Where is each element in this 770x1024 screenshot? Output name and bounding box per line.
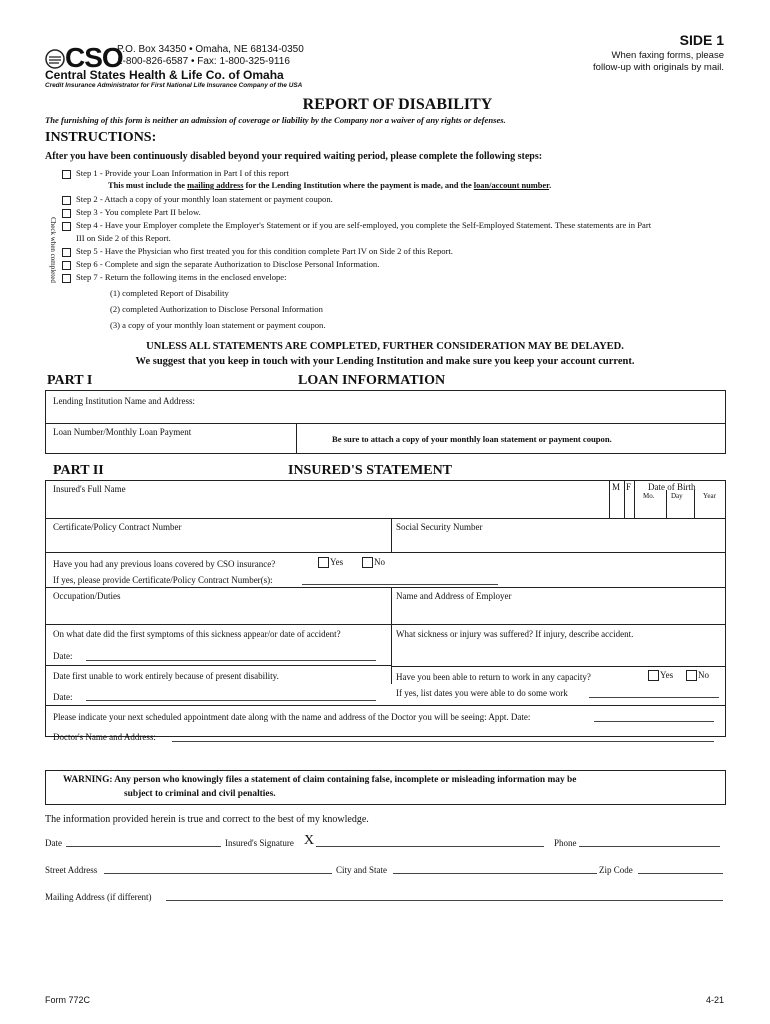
company-name: Central States Health & Life Co. of Omaha — [45, 68, 284, 82]
step-3-checkbox[interactable] — [62, 209, 71, 218]
unable-date-field[interactable] — [86, 692, 376, 701]
phone-label: Phone — [554, 838, 577, 848]
step-7: Step 7 - Return the following items in the enclosed envelope: — [62, 272, 287, 283]
step-1: Step 1 - Provide your Loan Information in Part I of this report — [62, 168, 289, 179]
if-yes-certificate-field[interactable] — [302, 576, 498, 585]
loan-number-field[interactable]: Loan Number/Monthly Loan Payment — [53, 427, 192, 437]
previous-loans-no[interactable]: No — [362, 557, 385, 568]
work-dates-label: If yes, list dates you were able to do some work — [396, 688, 568, 698]
part1-label: PART I — [47, 373, 93, 388]
logo-text: CSO — [65, 42, 123, 73]
fax-note-1: When faxing forms, please — [611, 50, 724, 61]
city-state-label: City and State — [336, 865, 387, 875]
return-to-work-yes-checkbox[interactable] — [648, 670, 659, 681]
step-2-checkbox[interactable] — [62, 196, 71, 205]
zip-code-field[interactable] — [638, 865, 723, 874]
step-5-checkbox[interactable] — [62, 248, 71, 257]
company-phone: 1-800-826-6587 • Fax: 1-800-325-9116 — [117, 56, 290, 67]
street-address-field[interactable] — [104, 865, 332, 874]
zip-code-label: Zip Code — [599, 865, 633, 875]
employer-field[interactable]: Name and Address of Employer — [396, 591, 512, 601]
fraud-warning-line-1: WARNING: Any person who knowingly files a statement of claim containing false, incomplete or misleading information may be — [63, 775, 577, 785]
check-when-completed-label: Check when completed — [49, 217, 57, 283]
certificate-number-field[interactable]: Certificate/Policy Contract Number — [53, 522, 182, 532]
cso-emblem-icon — [45, 49, 65, 69]
contact-lender-note: We suggest that you keep in touch with your Lending Institution and make sure you keep your account current. — [135, 356, 635, 367]
sex-m-box[interactable]: M — [612, 482, 621, 492]
dob-label: Date of Birth — [648, 482, 696, 492]
dob-year-field[interactable]: Year — [703, 492, 716, 500]
part1-title: LOAN INFORMATION — [298, 373, 446, 388]
insured-signature-field[interactable] — [316, 838, 544, 847]
step-4-continued: III on Side 2 of this Report. — [76, 233, 171, 243]
previous-loans-yes-checkbox[interactable] — [318, 557, 329, 568]
delay-warning: UNLESS ALL STATEMENTS ARE COMPLETED, FURTHER CONSIDERATION MAY BE DELAYED. — [146, 341, 624, 352]
step-1-note: This must include the mailing address for the Lending Institution where the payment is made, and the loan/account number. — [108, 181, 552, 190]
insured-signature-label: Insured's Signature — [225, 838, 294, 848]
dob-month-field[interactable]: Mo. — [643, 492, 655, 500]
signature-date-field[interactable] — [66, 838, 221, 847]
revision-date: 4-21 — [705, 995, 724, 1005]
doctor-name-field[interactable] — [172, 733, 714, 742]
instructions-intro: After you have been continuously disabled beyond your required waiting period, please complete the following steps: — [45, 151, 543, 162]
side-label: SIDE 1 — [679, 32, 724, 48]
symptoms-date-label: Date: — [53, 651, 73, 661]
page-title: REPORT OF DISABILITY — [302, 96, 493, 113]
fraud-warning-line-2: subject to criminal and civil penalties. — [124, 789, 276, 799]
return-to-work-question: Have you been able to return to work in any capacity? — [396, 672, 591, 682]
signature-x-mark: X — [304, 833, 315, 848]
previous-loans-no-checkbox[interactable] — [362, 557, 373, 568]
certification-statement: The information provided herein is true and correct to the best of my knowledge. — [45, 814, 369, 825]
step-4: Step 4 - Have your Employer complete the Employer's Statement or if you are self-employed, you complete the Self-Employed Statement. These statements are in Part — [62, 220, 651, 231]
attach-statement-note: Be sure to attach a copy of your monthly loan statement or payment coupon. — [332, 434, 612, 444]
return-to-work-yes[interactable]: Yes — [648, 670, 673, 681]
previous-loans-question: Have you had any previous loans covered by CSO insurance? — [53, 559, 276, 569]
step-6-checkbox[interactable] — [62, 261, 71, 270]
return-item-3: (3) a copy of your monthly loan statement or payment coupon. — [110, 320, 326, 330]
city-state-field[interactable] — [393, 865, 597, 874]
dob-day-field[interactable]: Day — [671, 492, 683, 500]
street-address-label: Street Address — [45, 865, 98, 875]
step-3: Step 3 - You complete Part II below. — [62, 207, 201, 218]
step-7-checkbox[interactable] — [62, 274, 71, 283]
return-to-work-no[interactable]: No — [686, 670, 709, 681]
sex-f-box[interactable]: F — [626, 482, 632, 492]
unable-date-label: Date: — [53, 692, 73, 702]
mailing-address-field[interactable] — [166, 892, 723, 901]
occupation-field[interactable]: Occupation/Duties — [53, 591, 121, 601]
phone-field[interactable] — [579, 838, 720, 847]
return-item-2: (2) completed Authorization to Disclose Personal Information — [110, 304, 323, 314]
work-dates-field[interactable] — [589, 689, 719, 698]
injury-description-field[interactable]: What sickness or injury was suffered? If injury, describe accident. — [396, 629, 634, 639]
first-unable-question: Date first unable to work entirely because of present disability. — [53, 671, 279, 681]
step-2: Step 2 - Attach a copy of your monthly loan statement or payment coupon. — [62, 194, 333, 205]
insured-name-field[interactable]: Insured's Full Name — [53, 484, 126, 494]
company-subtitle: Credit Insurance Administrator for First National Life Insurance Company of the USA — [45, 82, 303, 89]
appointment-date-field[interactable] — [594, 713, 714, 722]
mailing-address-label: Mailing Address (if different) — [45, 892, 152, 902]
company-address: P.O. Box 34350 • Omaha, NE 68134-0350 — [117, 44, 304, 55]
ssn-field[interactable]: Social Security Number — [396, 522, 483, 532]
step-4-checkbox[interactable] — [62, 222, 71, 231]
part2-label: PART II — [53, 463, 104, 478]
appointment-question: Please indicate your next scheduled appointment date along with the name and address of the Doctor you will be seeing: Appt. Date: — [53, 712, 531, 722]
return-to-work-no-checkbox[interactable] — [686, 670, 697, 681]
part2-title: INSURED'S STATEMENT — [288, 463, 453, 478]
first-symptoms-question: On what date did the first symptoms of this sickness appear/or date of accident? — [53, 629, 341, 639]
step-6: Step 6 - Complete and sign the separate Authorization to Disclose Personal Information. — [62, 259, 379, 270]
instructions-heading: INSTRUCTIONS: — [45, 130, 157, 145]
form-number: Form 772C — [45, 995, 91, 1005]
return-item-1: (1) completed Report of Disability — [110, 288, 229, 298]
disclaimer: The furnishing of this form is neither an admission of coverage or liability by the Company nor a waiver of any rights or defenses. — [45, 115, 506, 125]
doctor-name-label: Doctor's Name and Address: — [53, 732, 156, 742]
previous-loans-yes[interactable]: Yes — [318, 557, 343, 568]
fax-note-2: follow-up with originals by mail. — [593, 62, 724, 73]
signature-date-label: Date — [45, 838, 62, 848]
step-5: Step 5 - Have the Physician who first treated you for this condition complete Part IV on Side 2 of this Report. — [62, 246, 453, 257]
lender-name-field[interactable]: Lending Institution Name and Address: — [53, 396, 195, 406]
step-1-checkbox[interactable] — [62, 170, 71, 179]
symptoms-date-field[interactable] — [86, 652, 376, 661]
if-yes-certificate-label: If yes, please provide Certificate/Policy Contract Number(s): — [53, 575, 273, 585]
